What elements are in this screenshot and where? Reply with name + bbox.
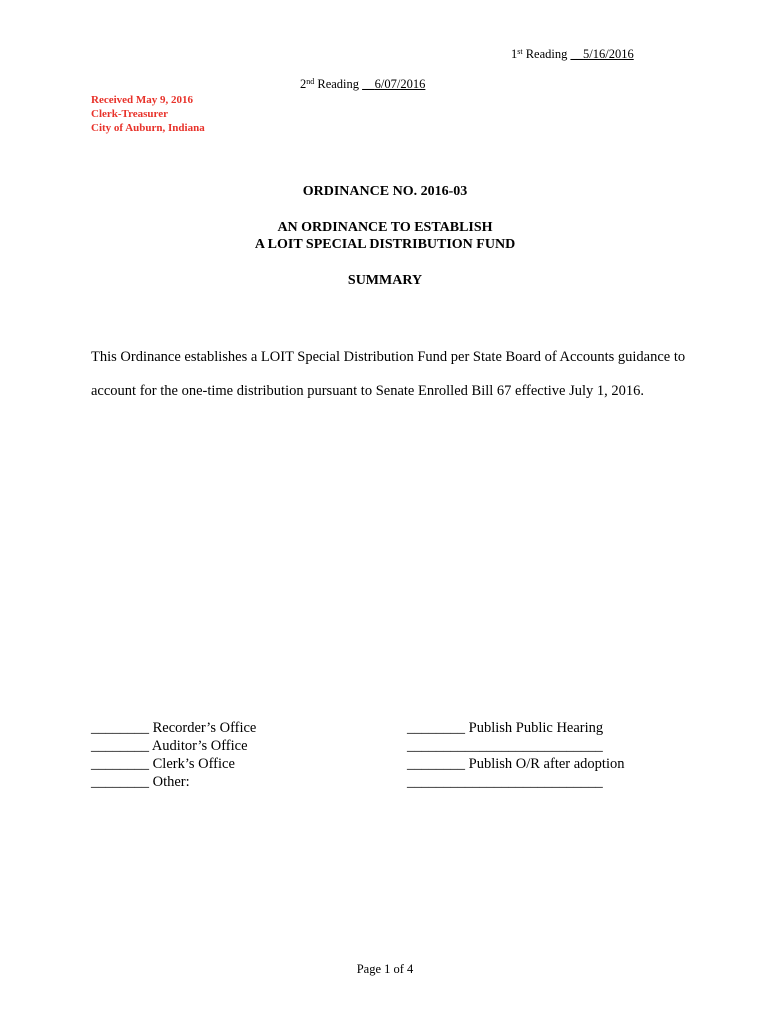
- distribution-label: Publish O/R after adoption: [468, 756, 625, 772]
- distribution-label: Publish Public Hearing: [468, 720, 604, 736]
- second-reading-suffix: nd: [306, 77, 315, 86]
- distribution-blank: ________: [407, 756, 465, 772]
- ordinance-number: ORDINANCE NO. 2016-03: [302, 184, 468, 199]
- summary-heading: SUMMARY: [347, 273, 423, 288]
- second-reading-line: [300, 77, 425, 92]
- distribution-item-clerk: [91, 755, 256, 773]
- distribution-label: Clerk’s Office: [152, 756, 235, 772]
- distribution-item-recorder: [91, 719, 256, 737]
- distribution-label: Recorder’s Office: [152, 720, 257, 736]
- first-reading-line: [511, 47, 634, 62]
- received-stamp: [91, 93, 205, 135]
- distribution-blank: ___________________________: [407, 774, 603, 790]
- ordinance-title-line2: A LOIT SPECIAL DISTRIBUTION FUND: [254, 237, 516, 252]
- first-reading-number: 1: [511, 47, 518, 61]
- distribution-item-auditor: [91, 737, 256, 755]
- second-reading-date-field: [362, 77, 425, 91]
- distribution-blank: ________: [91, 720, 149, 736]
- distribution-item-publish-hearing: [407, 719, 625, 737]
- distribution-label: Other:: [152, 774, 190, 790]
- second-reading-label: Reading: [317, 77, 360, 91]
- second-reading-blank: __: [362, 77, 375, 91]
- distribution-right: [407, 719, 625, 791]
- stamp-clerk-title: Clerk-Treasurer: [91, 108, 168, 120]
- distribution-left: [91, 719, 256, 791]
- first-reading-suffix: st: [517, 47, 523, 56]
- second-reading-date: 6/07/2016: [374, 77, 426, 91]
- distribution-label: Auditor’s Office: [151, 738, 248, 754]
- second-reading-number: 2: [300, 77, 307, 91]
- distribution-blank: ________: [407, 720, 465, 736]
- distribution-item-other: [91, 773, 256, 791]
- first-reading-label: Reading: [525, 47, 568, 61]
- distribution-item-blank-line: [407, 773, 625, 791]
- page-number: Page 1 of 4: [356, 962, 414, 976]
- distribution-blank: ________: [91, 738, 149, 754]
- stamp-city: City of Auburn, Indiana: [91, 122, 205, 134]
- stamp-received-date: Received May 9, 2016: [91, 94, 194, 106]
- first-reading-blank: __: [570, 47, 584, 61]
- summary-body: This Ordinance establishes a LOIT Special Distribution Fund per State Board of Accounts guidance to account for the one-time distribution pursuant to Senate Enrolled Bill 67 effective July 1, 2016.: [91, 349, 686, 399]
- distribution-blank: ___________________________: [407, 738, 603, 754]
- first-reading-date-field: [571, 47, 634, 61]
- first-reading-date: 5/16/2016: [583, 47, 634, 61]
- ordinance-title-line1: AN ORDINANCE TO ESTABLISH: [277, 220, 493, 235]
- distribution-item-blank-line: [407, 737, 625, 755]
- distribution-item-publish-adoption: [407, 755, 625, 773]
- distribution-blank: ________: [91, 756, 149, 772]
- distribution-blank: ________: [91, 774, 149, 790]
